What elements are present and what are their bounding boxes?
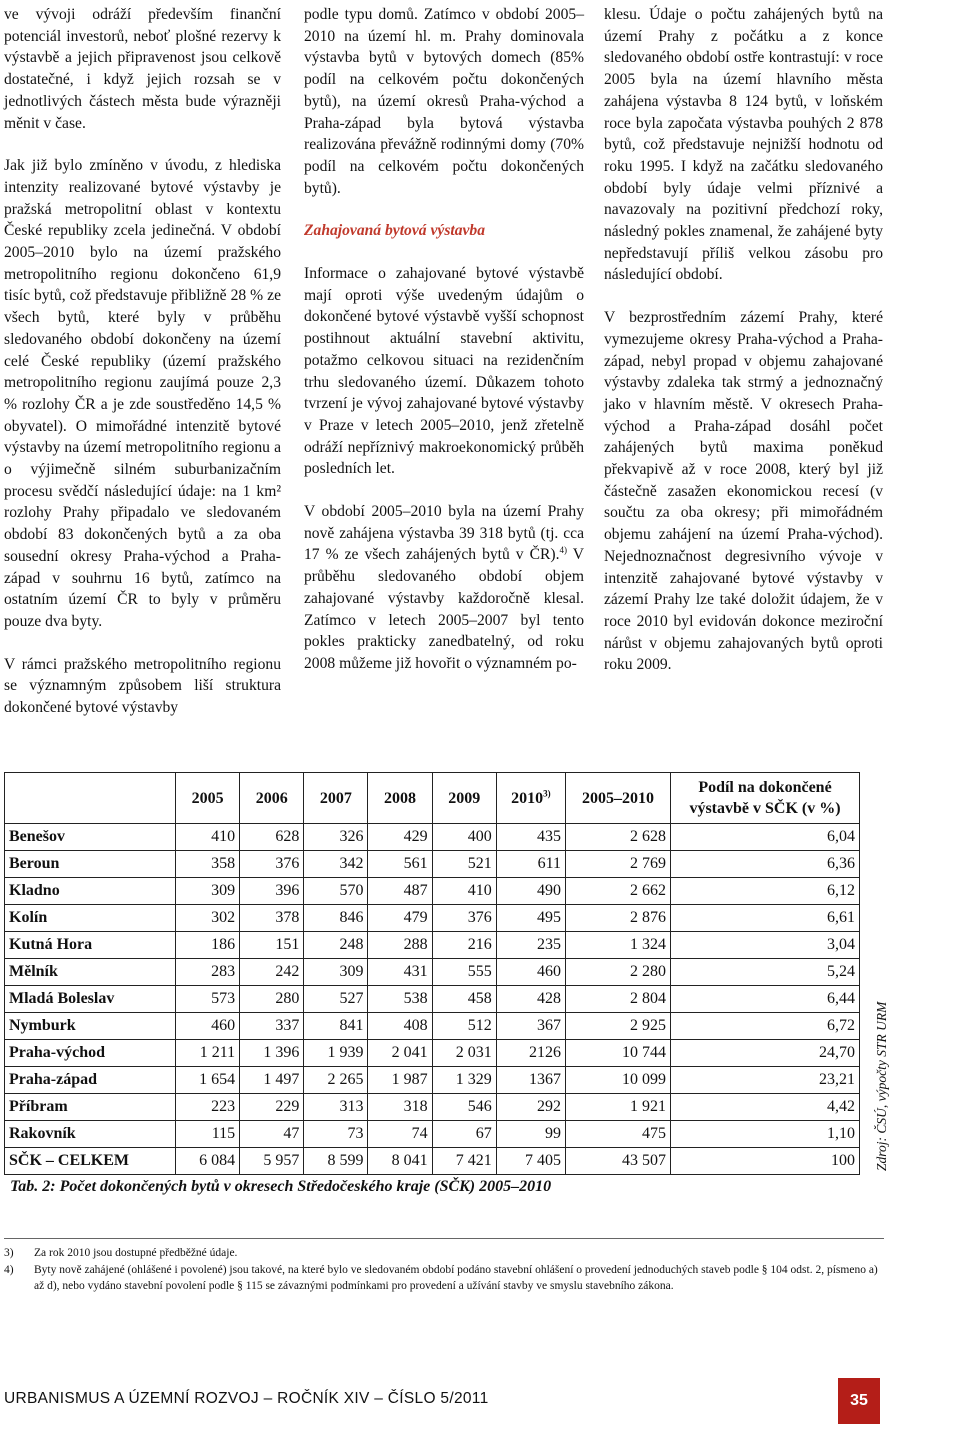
value-cell: 302 [176, 905, 240, 932]
value-cell: 408 [368, 1013, 432, 1040]
district-name-cell: Mělník [5, 959, 176, 986]
value-cell: 573 [176, 986, 240, 1013]
value-cell: 4,42 [671, 1094, 860, 1121]
table-row [5, 1040, 860, 1067]
paragraph: Jak již bylo zmíněno v úvodu, z hlediska intenzity realizované bytové výstavby je pražská metropolitní oblast v kontextu České republiky zcela jedinečná. V období 2005–2010 bylo na území pražského metropolitního regionu dokončeno 61,9 tisíc bytů, což představuje přibližně 28 % ze všech bytů, které byly v průběhu sledovaného období dokončeny na území celé České republiky (území pražského metropolitního regionu zaujímá pouze 2,3 % rozlohy ČR a je zde soustředěno 14,5 % obyvatel). O mimořádné intenzitě bytové výstavby na území metropolitního regionu a o výjimečně silném suburbanizačním procesu svědčí následující údaje: na 1 km² rozlohy Prahy připadalo ve sledovaném období 83 dokončených bytů a za oba sousední okresy Praha-východ a Praha-západ v souhrnu 16 bytů, zatímco na ostatním území ČR to byly v průměru pouze dva byty. [4, 157, 281, 630]
district-name-cell: Kladno [5, 878, 176, 905]
value-cell: 376 [432, 905, 496, 932]
value-cell: 458 [432, 986, 496, 1013]
value-cell: 283 [176, 959, 240, 986]
section-heading: Zahajovaná bytová výstavba [304, 222, 486, 240]
value-cell: 431 [368, 959, 432, 986]
value-cell: 1 939 [304, 1040, 368, 1067]
district-name-cell: Nymburk [5, 1013, 176, 1040]
table-row [5, 824, 860, 851]
footnote [4, 1262, 884, 1295]
value-cell: 235 [496, 932, 565, 959]
value-cell: 1,10 [671, 1121, 860, 1148]
page-number: 35 [838, 1378, 880, 1424]
value-cell: 2 804 [566, 986, 671, 1013]
value-cell: 1 497 [240, 1067, 304, 1094]
value-cell: 2 628 [566, 824, 671, 851]
header-text: 2010 [511, 789, 544, 807]
dwellings-table [4, 772, 860, 1175]
value-cell: 611 [496, 851, 565, 878]
value-cell: 2 876 [566, 905, 671, 932]
value-cell: 216 [432, 932, 496, 959]
footnote [4, 1245, 884, 1262]
text-column-1 [4, 4, 281, 719]
table-row [5, 986, 860, 1013]
footnote-ref: 3) [543, 788, 551, 799]
district-name-cell: Benešov [5, 824, 176, 851]
value-cell: 326 [304, 824, 368, 851]
header-cell [5, 773, 176, 824]
value-cell: 280 [240, 986, 304, 1013]
value-cell: 309 [176, 878, 240, 905]
text-column-3 [604, 4, 883, 676]
value-cell: 100 [671, 1148, 860, 1175]
district-name-cell: Příbram [5, 1094, 176, 1121]
value-cell: 1 654 [176, 1067, 240, 1094]
table-row [5, 959, 860, 986]
value-cell: 512 [432, 1013, 496, 1040]
table-body [5, 824, 860, 1175]
value-cell: 2 041 [368, 1040, 432, 1067]
value-cell: 546 [432, 1094, 496, 1121]
value-cell: 6,12 [671, 878, 860, 905]
paragraph [304, 501, 584, 675]
value-cell: 337 [240, 1013, 304, 1040]
paragraph: podle typu domů. Zatímco v období 2005–2010 na území hl. m. Prahy dominovala výstavba bytů v bytových domech (85% podíl na celkovém počtu dokončených bytů), na území okresů Praha-východ a Praha-západ byla bytová výstavba realizována převážně rodinnými domy (70% podíl na celkovém počtu dokončených bytů). [304, 6, 584, 197]
value-cell: 1 921 [566, 1094, 671, 1121]
value-cell: 23,21 [671, 1067, 860, 1094]
value-cell: 2 662 [566, 878, 671, 905]
value-cell: 1 329 [432, 1067, 496, 1094]
table-row [5, 905, 860, 932]
header-cell: 2006 [240, 773, 304, 824]
header-cell: 2008 [368, 773, 432, 824]
value-cell: 342 [304, 851, 368, 878]
footnote-text: Byty nově zahájené (ohlášené i povolené) jsou takové, na které bylo ve sledovaném období podáno stavební ohlášení o provedení jednoduchých staveb podle § 104 odst. 2, písmeno a) až d), nebo vydáno stavební povolení podle § 115 se závaznými podmínkami pro provedení a užívání stavby ve smyslu stavebního zákona. [34, 1263, 878, 1292]
value-cell: 495 [496, 905, 565, 932]
text-column-2 [304, 4, 584, 675]
value-cell: 6,36 [671, 851, 860, 878]
value-cell: 223 [176, 1094, 240, 1121]
paragraph: ve vývoji odráží především finanční potenciál investorů, neboť plošné rezervy k výstavbě a jejich připravenost jsou celkově dostatečné, i když jejich rozsah se v jednotlivých částech města bude výrazněji měnit v čase. [4, 6, 281, 132]
value-cell: 538 [368, 986, 432, 1013]
paragraph-text: V průběhu sledovaného období objem zahajované výstavby každoročně klesal. Zatímco v letech 2005–2007 byl tento pokles prakticky zanedbatelný, od roku 2008 můžeme již hovořit o významném po- [304, 546, 584, 672]
journal-footer: URBANISMUS A ÚZEMNÍ ROZVOJ – ROČNÍK XIV – ČÍSLO 5/2011 [4, 1390, 489, 1407]
value-cell: 115 [176, 1121, 240, 1148]
header-cell: 2005–2010 [566, 773, 671, 824]
value-cell: 2 280 [566, 959, 671, 986]
value-cell: 561 [368, 851, 432, 878]
district-name-cell: Mladá Boleslav [5, 986, 176, 1013]
value-cell: 99 [496, 1121, 565, 1148]
value-cell: 151 [240, 932, 304, 959]
paragraph: Informace o zahajované bytové výstavbě mají oproti výše uvedeným údajům o dokončené bytové výstavbě vyšší schopnost postihnout aktuální stavební aktivitu, potažmo celkovou situaci na rezidenčním trhu sledovaného území. Důkazem tohoto tvrzení je vývoj zahajované bytové výstavby v Praze v letech 2005–2010, jenž zřetelně odráží nepříznivý makroekonomický průběh posledních let. [304, 265, 584, 478]
value-cell: 435 [496, 824, 565, 851]
value-cell: 5 957 [240, 1148, 304, 1175]
value-cell: 1 396 [240, 1040, 304, 1067]
district-name-cell: Kutná Hora [5, 932, 176, 959]
value-cell: 2 265 [304, 1067, 368, 1094]
value-cell: 2126 [496, 1040, 565, 1067]
value-cell: 410 [176, 824, 240, 851]
district-name-cell: SČK – CELKEM [5, 1148, 176, 1175]
value-cell: 376 [240, 851, 304, 878]
value-cell: 1 324 [566, 932, 671, 959]
district-name-cell: Praha-západ [5, 1067, 176, 1094]
value-cell: 2 925 [566, 1013, 671, 1040]
table-row [5, 932, 860, 959]
value-cell: 1 987 [368, 1067, 432, 1094]
table-row [5, 1094, 860, 1121]
value-cell: 1 211 [176, 1040, 240, 1067]
value-cell: 460 [496, 959, 565, 986]
value-cell: 570 [304, 878, 368, 905]
footnote-text: Za rok 2010 jsou dostupné předběžné údaje. [34, 1247, 238, 1259]
value-cell: 846 [304, 905, 368, 932]
value-cell: 6,04 [671, 824, 860, 851]
value-cell: 628 [240, 824, 304, 851]
table-row [5, 1121, 860, 1148]
value-cell: 6,72 [671, 1013, 860, 1040]
header-cell [496, 773, 565, 824]
value-cell: 8 599 [304, 1148, 368, 1175]
header-cell: 2005 [176, 773, 240, 824]
paragraph: klesu. Údaje o počtu zahájených bytů na území Prahy z počátku a z konce sledovaného období ostře kontrastují: v roce 2005 byla na území hlavního města zahájena výstavba 8 124 bytů, v loňském roce byla započata výstavba pouhých 2 878 bytů, což představuje nejnižší hodnotu od roku 1995. I když na začátku sledovaného období byly údaje velmi příznivé a navazovaly na pozitivní předchozí roky, následný pokles znamenal, že zahájené byty nepředstavují příliš velkou zásobu pro následující období. [604, 6, 883, 284]
value-cell: 487 [368, 878, 432, 905]
district-name-cell: Kolín [5, 905, 176, 932]
value-cell: 475 [566, 1121, 671, 1148]
table-row [5, 1067, 860, 1094]
value-cell: 6 084 [176, 1148, 240, 1175]
footnote-mark: 3) [4, 1247, 14, 1259]
table-row [5, 1148, 860, 1175]
value-cell: 10 099 [566, 1067, 671, 1094]
table-row [5, 851, 860, 878]
value-cell: 186 [176, 932, 240, 959]
value-cell: 292 [496, 1094, 565, 1121]
value-cell: 248 [304, 932, 368, 959]
value-cell: 429 [368, 824, 432, 851]
value-cell: 6,61 [671, 905, 860, 932]
value-cell: 43 507 [566, 1148, 671, 1175]
value-cell: 47 [240, 1121, 304, 1148]
value-cell: 521 [432, 851, 496, 878]
value-cell: 24,70 [671, 1040, 860, 1067]
value-cell: 8 041 [368, 1148, 432, 1175]
table-row [5, 1013, 860, 1040]
value-cell: 3,04 [671, 932, 860, 959]
value-cell: 555 [432, 959, 496, 986]
value-cell: 2 031 [432, 1040, 496, 1067]
value-cell: 428 [496, 986, 565, 1013]
value-cell: 527 [304, 986, 368, 1013]
value-cell: 2 769 [566, 851, 671, 878]
value-cell: 841 [304, 1013, 368, 1040]
paragraph-text: V období 2005–2010 byla na území Prahy nově zahájena výstavba 39 318 bytů (tj. cca 17 % ze všech zahájených bytů v ČR). [304, 503, 584, 564]
value-cell: 229 [240, 1094, 304, 1121]
source-text: Zdroj: ČSÚ, výpočty STR URM [874, 1001, 889, 1171]
footnote-mark: 4) [4, 1263, 14, 1276]
value-cell: 313 [304, 1094, 368, 1121]
value-cell: 73 [304, 1121, 368, 1148]
table-row [5, 878, 860, 905]
value-cell: 10 744 [566, 1040, 671, 1067]
value-cell: 367 [496, 1013, 565, 1040]
value-cell: 358 [176, 851, 240, 878]
value-cell: 74 [368, 1121, 432, 1148]
value-cell: 490 [496, 878, 565, 905]
value-cell: 479 [368, 905, 432, 932]
value-cell: 410 [432, 878, 496, 905]
header-cell: Podíl na dokončené výstavbě v SČK (v %) [671, 773, 860, 824]
paragraph: V bezprostředním zázemí Prahy, které vymezujeme okresy Praha-východ a Praha-západ, nebyl propad v objemu zahajované výstavby zdaleka tak strmý a jednoznačný jako v hlavním městě. V okresech Praha-východ a Praha-západ dosáhl počet zahájených bytů maxima poněkud překvapivě až v roce 2008, který byl již částečně zasažen ekonomickou recesí (v součtu za oba okresy; při mimořádném objemu zahájení na území Praha-východ). Nejednoznačnost degresivního vývoje v intenzitě zahajované bytové výstavby v zázemí Prahy lze také doložit údajem, že v roce 2010 byl evidován dokonce meziroční nárůst v objemu zahajovaných bytů oproti roku 2009. [604, 309, 883, 674]
value-cell: 400 [432, 824, 496, 851]
district-name-cell: Rakovník [5, 1121, 176, 1148]
footnotes [4, 1238, 884, 1295]
value-cell: 7 421 [432, 1148, 496, 1175]
value-cell: 309 [304, 959, 368, 986]
district-name-cell: Praha-východ [5, 1040, 176, 1067]
value-cell: 5,24 [671, 959, 860, 986]
source-note [865, 990, 895, 1175]
header-cell: 2009 [432, 773, 496, 824]
value-cell: 242 [240, 959, 304, 986]
footnote-ref: 4) [559, 545, 567, 556]
value-cell: 1367 [496, 1067, 565, 1094]
header-cell: 2007 [304, 773, 368, 824]
value-cell: 318 [368, 1094, 432, 1121]
value-cell: 460 [176, 1013, 240, 1040]
district-name-cell: Beroun [5, 851, 176, 878]
paragraph: V rámci pražského metropolitního regionu se významným způsobem liší struktura dokončené bytové výstavby [4, 655, 281, 717]
value-cell: 7 405 [496, 1148, 565, 1175]
value-cell: 396 [240, 878, 304, 905]
value-cell: 67 [432, 1121, 496, 1148]
value-cell: 288 [368, 932, 432, 959]
value-cell: 6,44 [671, 986, 860, 1013]
value-cell: 378 [240, 905, 304, 932]
table-header-row [5, 773, 860, 824]
table-caption: Tab. 2: Počet dokončených bytů v okresech Středočeského kraje (SČK) 2005–2010 [10, 1178, 552, 1195]
